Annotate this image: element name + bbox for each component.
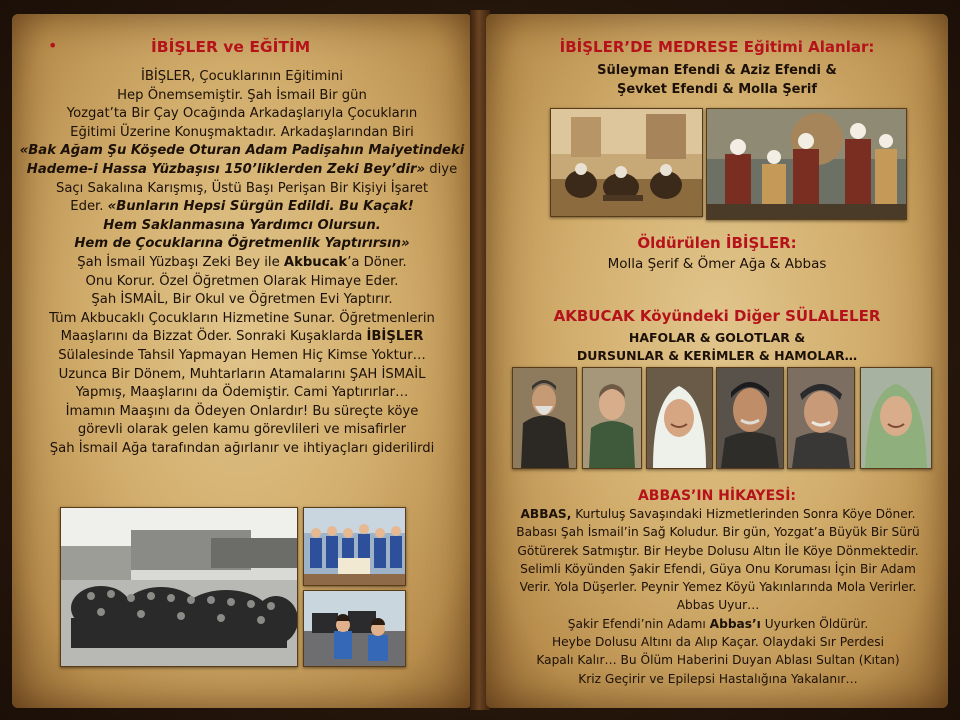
left-body-bold-span: «Bunların Hepsi Sürgün Edildi. Bu Kaçak! (107, 199, 414, 215)
abbas-story-line (488, 560, 948, 578)
abbas-story-bold-span: ABBAS, (520, 507, 572, 521)
students-photo-color (303, 507, 406, 586)
abbas-story-text-span: Kriz Geçirir ve Epilepsi Hastalığına Yakalanır… (578, 671, 858, 686)
left-body-text (18, 68, 466, 458)
left-title: İBİŞLER ve EĞİTİM (151, 38, 311, 56)
left-body-line (18, 105, 466, 124)
left-body-text-span: Şah İSMAİL, Bir Okul ve Öğretmen Evi Yaptırır. (91, 292, 393, 308)
portrait-3 (646, 367, 713, 469)
left-body-line (18, 421, 466, 440)
left-body-text-span: İmamın Maaşını da Ödeyen Onlardır! Bu süreçte köye (65, 403, 419, 419)
left-body-text-span: Saçı Sakalına Karışmış, Üstü Başı Perişan Bir Kişiyi İşaret (55, 180, 429, 196)
abbas-story-line (488, 615, 948, 633)
portrait-4 (716, 367, 784, 469)
left-body-line (18, 161, 466, 180)
abbas-story-line (488, 505, 948, 523)
left-body-line (18, 310, 466, 329)
left-body-text-span: Hademe-i Hassa Yüzbaşısı 150’liklerden Zeki Bey’dir» (26, 161, 426, 177)
left-body-line (18, 235, 466, 254)
left-body-text-span: İBİŞLER, Çocuklarının Eğitimini (140, 69, 344, 84)
left-body-text-span: Maaşlarını da Bizzat Öder. Sonraki Kuşaklarda (60, 329, 367, 345)
left-body-text-span: Yozgat’ta Bir Çay Ocağında Arkadaşlarıyla Çocukların (66, 106, 418, 122)
left-body-line (18, 440, 466, 459)
left-body-line (18, 142, 466, 161)
abbas-story-text-span: Uyurken Öldürür. (760, 616, 869, 631)
left-body-text-span: «Bak Ağam Şu Köşede Oturan Adam Padişahın Maiyetindeki (19, 143, 465, 159)
left-body-text-span: Yapmış, Maaşlarını da Ödemiştir. Cami Yaptırırlar… (75, 385, 409, 401)
portrait-1 (512, 367, 577, 469)
left-body-line (18, 273, 466, 292)
abbas-story-title: ABBAS’IN HİKAYESİ: (637, 488, 797, 504)
left-body-line (18, 198, 466, 217)
portrait-2 (582, 367, 642, 469)
left-body-text-span: Hem de Çocuklarına Öğretmenlik Yaptırırsın» (74, 236, 410, 252)
abbas-story-text-span: Götürerek Satmıştır. Bir Heybe Dolusu Altın İle Köye Dönmektedir. (517, 543, 919, 558)
bullet: • (48, 36, 58, 55)
left-body-line (18, 180, 466, 199)
abbas-story-line (488, 596, 948, 614)
abbas-story-line (488, 651, 948, 669)
families-line-2: DURSUNLAR & KERİMLER & HAMOLAR… (576, 348, 858, 363)
portrait-6 (860, 367, 932, 469)
abbas-story-line (488, 523, 948, 541)
killed-names: Molla Şerif & Ömer Ağa & Abbas (607, 256, 827, 272)
left-body-line (18, 347, 466, 366)
left-body-line (18, 254, 466, 273)
families-line-1: HAFOLAR & GOLOTLAR & (628, 330, 806, 345)
left-body-line (18, 366, 466, 385)
medrese-names-line-2: Şevket Efendi & Molla Şerif (616, 82, 818, 97)
portrait-5 (787, 367, 855, 469)
left-body-text-span: görevli olarak gelen kamu görevlileri ve misafirler (77, 422, 407, 438)
abbas-story-text-span: Heybe Dolusu Altını da Alıp Kaçar. Olaydaki Sır Perdesi (552, 635, 884, 650)
left-body-text-span: diye (425, 161, 458, 177)
medrese-title: İBİŞLER’DE MEDRESE Eğitimi Alanlar: (559, 38, 875, 56)
abbas-story-text-span: Abbas Uyur… (676, 598, 760, 613)
abbas-story-line (488, 542, 948, 560)
left-body-line (18, 403, 466, 422)
left-body-line (18, 384, 466, 403)
abbas-story-line (488, 633, 948, 651)
left-body-bold-span: Akbucak (283, 254, 348, 270)
left-body-text-span: Sülalesinde Tahsil Yapmayan Hemen Hiç Kimse Yoktur… (58, 347, 426, 363)
school-group-photo (60, 507, 298, 667)
left-body-line (18, 291, 466, 310)
killed-title: Öldürülen İBİŞLER: (637, 234, 797, 252)
left-body-text-span: Şah İsmail Ağa tarafından ağırlanır ve ihtiyaçları giderilirdi (49, 440, 435, 456)
left-body-text-span: Şah İsmail Yüzbaşı Zeki Bey ile (77, 254, 284, 270)
left-body-line (18, 68, 466, 87)
left-body-text-span: Onu Korur. Özel Öğretmen Olarak Himaye Eder. (85, 273, 399, 289)
abbas-story-text-span: Babası Şah İsmail’in Sağ Koludur. Bir gün, Yozgat’a Büyük Bir Sürü (516, 525, 920, 540)
abbas-story-text (488, 505, 948, 688)
abbas-story-text-span: Verir. Yola Düşerler. Peynir Yemez Köyü Yakınlarında Mola Verirler. (519, 580, 917, 595)
left-body-text-span: Eder. (70, 199, 108, 215)
medrese-painting-1 (550, 108, 703, 217)
students-computer-photo (303, 590, 406, 667)
abbas-story-text-span: Kapalı Kalır… Bu Ölüm Haberini Duyan Ablası Sultan (Kıtan) (536, 653, 900, 668)
left-body-line (18, 217, 466, 236)
left-body-line (18, 328, 466, 347)
medrese-painting-2 (706, 108, 907, 220)
abbas-story-line (488, 578, 948, 596)
akbucak-title: AKBUCAK Köyündeki Diğer SÜLALELER (553, 307, 881, 325)
left-body-text-span: Uzunca Bir Dönem, Muhtarların Atamalarını ŞAH İSMAİL (58, 366, 426, 382)
left-body-line (18, 124, 466, 143)
abbas-story-text-span: Şakir Efendi’nin Adamı (567, 616, 710, 631)
left-body-text-span: Tüm Akbucaklı Çocukların Hizmetine Sunar. Öğretmenlerin (49, 310, 435, 326)
abbas-story-text-span: Kurtuluş Savaşındaki Hizmetlerinden Sonra Köye Döner. (571, 507, 916, 521)
left-body-text-span: Eğitimi Üzerine Konuşmaktadır. Arkadaşlarından Biri (70, 124, 414, 140)
medrese-names-line-1: Süleyman Efendi & Aziz Efendi & (597, 63, 837, 78)
left-body-text-span: ’a Döner. (347, 254, 407, 270)
abbas-story-bold-span: Abbas’ı (709, 616, 761, 631)
abbas-story-line (488, 670, 948, 688)
left-body-line (18, 87, 466, 106)
left-body-text-span: Hep Önemsemiştir. Şah İsmail Bir gün (117, 87, 367, 103)
abbas-story-text-span: Selimli Köyünden Şakir Efendi, Güya Onu Koruması İçin Bir Adam (520, 561, 916, 576)
left-body-text-span: Hem Saklanmasına Yardımcı Olursun. (103, 217, 381, 233)
left-body-bold-span: İBİŞLER (366, 329, 424, 345)
